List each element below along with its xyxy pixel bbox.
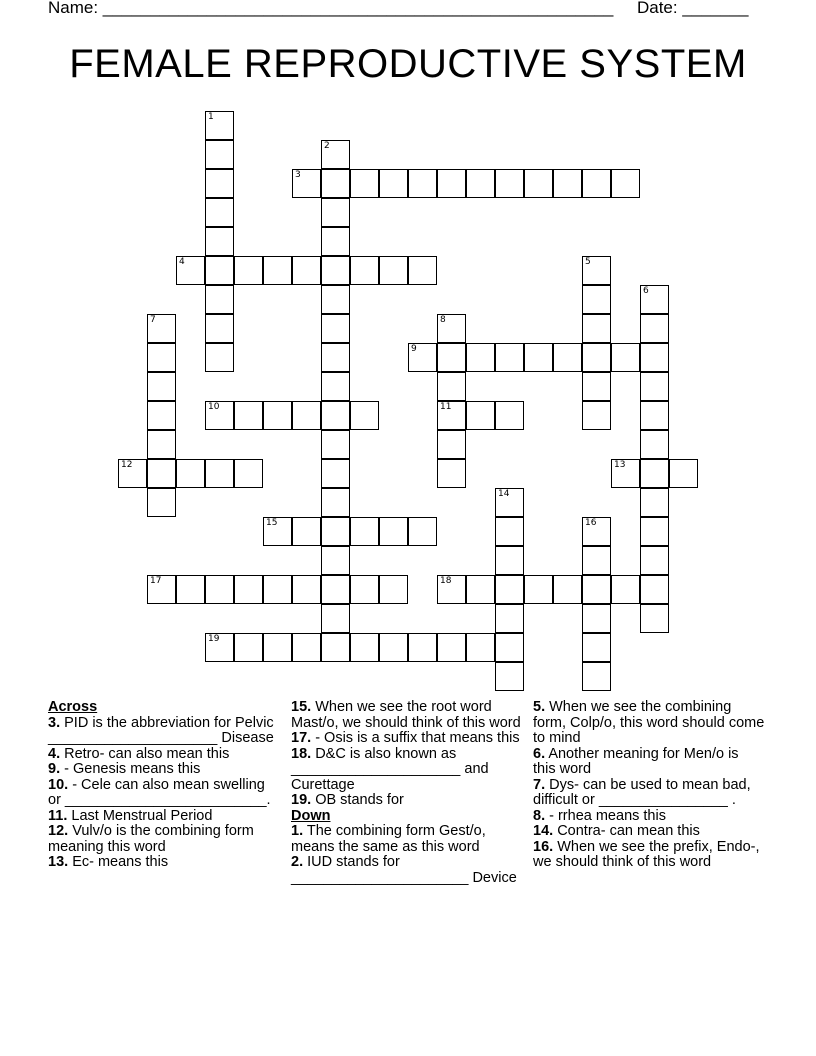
grid-cell[interactable] — [205, 169, 234, 198]
grid-cell[interactable] — [205, 343, 234, 372]
grid-cell[interactable] — [147, 430, 176, 459]
grid-cell[interactable] — [553, 575, 582, 604]
clue-number: 19 — [208, 634, 220, 644]
grid-cell[interactable] — [582, 372, 611, 401]
down-clue-list — [291, 824, 523, 886]
clue-item-number: 10. — [48, 776, 69, 793]
grid-cell[interactable] — [582, 256, 611, 285]
grid-cell[interactable] — [495, 401, 524, 430]
date-line: Date: _______ — [636, 0, 749, 17]
grid-cell[interactable] — [321, 401, 350, 430]
grid-cell[interactable] — [640, 372, 669, 401]
clue-number: 8 — [440, 315, 446, 325]
clue-item-text: Last Menstrual Period — [67, 807, 213, 824]
grid-cell[interactable] — [582, 314, 611, 343]
grid-cell[interactable] — [408, 633, 437, 662]
grid-cell[interactable] — [147, 575, 176, 604]
clue-number: 7 — [150, 315, 156, 325]
clue-item-number: 9. — [48, 761, 61, 777]
grid-cell[interactable] — [408, 517, 437, 546]
grid-cell[interactable] — [495, 546, 524, 575]
clue-item-text: When we see the root word Mast/o, we should think of this word — [291, 699, 521, 731]
grid-cell[interactable] — [582, 604, 611, 633]
grid-cell[interactable] — [524, 575, 553, 604]
grid-cell[interactable] — [321, 169, 350, 198]
grid-cell[interactable] — [350, 633, 379, 662]
grid-cell[interactable] — [495, 517, 524, 546]
clue-number: 11 — [440, 402, 452, 412]
clue-item-number: 13. — [48, 854, 69, 870]
name-line: Name: ______________________________________________________ — [48, 0, 614, 17]
grid-cell[interactable] — [437, 169, 466, 198]
grid-cell[interactable] — [234, 459, 263, 488]
clue-item — [533, 840, 765, 871]
grid-cell[interactable] — [582, 575, 611, 604]
grid-cell[interactable] — [147, 488, 176, 517]
clue-number: 6 — [643, 286, 649, 296]
across-clue-list-continued — [291, 700, 523, 809]
grid-cell[interactable] — [263, 633, 292, 662]
grid-cell[interactable] — [321, 517, 350, 546]
grid-cell[interactable] — [379, 169, 408, 198]
clue-item — [48, 762, 280, 778]
grid-cell[interactable] — [321, 459, 350, 488]
grid-cell[interactable] — [263, 517, 292, 546]
grid-cell[interactable] — [582, 285, 611, 314]
grid-cell[interactable] — [437, 633, 466, 662]
grid-cell[interactable] — [176, 575, 205, 604]
clue-number: 14 — [498, 489, 510, 499]
grid-cell[interactable] — [205, 633, 234, 662]
grid-cell[interactable] — [408, 169, 437, 198]
clue-item — [291, 855, 523, 886]
grid-cell[interactable] — [147, 372, 176, 401]
grid-cell[interactable] — [205, 198, 234, 227]
grid-cell[interactable] — [321, 140, 350, 169]
grid-cell[interactable] — [350, 256, 379, 285]
grid-cell[interactable] — [495, 488, 524, 517]
grid-cell[interactable] — [321, 575, 350, 604]
grid-cell[interactable] — [408, 256, 437, 285]
grid-cell[interactable] — [437, 401, 466, 430]
clue-item — [291, 700, 523, 731]
grid-cell[interactable] — [640, 285, 669, 314]
clue-column-1 — [48, 700, 280, 871]
grid-cell[interactable] — [524, 343, 553, 372]
grid-cell[interactable] — [466, 633, 495, 662]
grid-cell[interactable] — [495, 604, 524, 633]
clue-item-text: When we see the prefix, Endo-, we should think of this word — [533, 838, 760, 870]
clue-column-2 — [291, 700, 523, 886]
clue-number: 2 — [324, 141, 330, 151]
down-clue-list-continued — [533, 700, 765, 871]
clue-item — [533, 700, 765, 747]
clue-number: 15 — [266, 518, 278, 528]
clue-item-number: 8. — [533, 807, 546, 824]
clue-item-text: The combining form Gest/o, means the same as this word — [291, 823, 486, 855]
clue-number: 9 — [411, 344, 417, 354]
clue-item-text: IUD stands for ______________________ Device — [291, 854, 517, 886]
grid-cell[interactable] — [640, 343, 669, 372]
grid-cell[interactable] — [640, 430, 669, 459]
grid-cell[interactable] — [611, 343, 640, 372]
grid-cell[interactable] — [437, 372, 466, 401]
grid-cell[interactable] — [582, 546, 611, 575]
grid-cell[interactable] — [205, 401, 234, 430]
grid-cell[interactable] — [437, 314, 466, 343]
grid-cell[interactable] — [524, 169, 553, 198]
grid-cell[interactable] — [263, 256, 292, 285]
clue-item-text: Retro- can also mean this — [60, 745, 230, 762]
clue-item — [291, 747, 523, 794]
grid-cell[interactable] — [495, 662, 524, 691]
clue-item-text: D&C is also known as _____________________ and Curettage — [291, 745, 489, 793]
clue-item — [48, 809, 280, 825]
grid-cell[interactable] — [234, 401, 263, 430]
grid-cell[interactable] — [582, 343, 611, 372]
across-clue-list — [48, 716, 280, 871]
clue-item — [291, 793, 523, 809]
grid-cell[interactable] — [379, 633, 408, 662]
clue-number: 18 — [440, 576, 452, 586]
clue-number: 5 — [585, 257, 591, 267]
across-heading: Across — [48, 699, 98, 715]
clue-item — [48, 778, 280, 809]
grid-cell[interactable] — [205, 140, 234, 169]
clue-item-number: 14. — [533, 823, 554, 839]
grid-cell[interactable] — [205, 459, 234, 488]
grid-cell[interactable] — [582, 169, 611, 198]
page-title: FEMALE REPRODUCTIVE SYSTEM — [69, 42, 747, 86]
grid-cell[interactable] — [553, 343, 582, 372]
grid-cell[interactable] — [379, 575, 408, 604]
grid-cell[interactable] — [553, 169, 582, 198]
clue-item-text: PID is the abbreviation for Pelvic _____________________ Disease — [48, 714, 274, 746]
grid-cell[interactable] — [205, 285, 234, 314]
grid-cell[interactable] — [611, 169, 640, 198]
grid-cell[interactable] — [205, 314, 234, 343]
clue-item-text: - Osis is a suffix that means this — [311, 730, 520, 746]
clue-item-number: 18. — [291, 745, 312, 762]
clue-item-text: Ec- means this — [68, 854, 169, 870]
clue-item-text: Dys- can be used to mean bad, difficult or ________________ . — [533, 776, 751, 808]
clue-item-text: When we see the combining form, Colp/o, this word should come to mind — [533, 699, 765, 746]
clue-item — [48, 855, 280, 871]
grid-cell[interactable] — [321, 372, 350, 401]
grid-cell[interactable] — [205, 227, 234, 256]
grid-cell[interactable] — [350, 575, 379, 604]
grid-cell[interactable] — [408, 343, 437, 372]
clue-item — [533, 824, 765, 840]
grid-cell[interactable] — [321, 488, 350, 517]
grid-cell[interactable] — [292, 256, 321, 285]
grid-cell[interactable] — [176, 459, 205, 488]
grid-cell[interactable] — [263, 401, 292, 430]
clue-item-text: OB stands for — [311, 792, 404, 808]
clue-item-text: - Genesis means this — [60, 761, 201, 777]
grid-cell[interactable] — [669, 459, 698, 488]
clue-item-number: 12. — [48, 823, 69, 839]
grid-cell[interactable] — [205, 256, 234, 285]
grid-cell[interactable] — [582, 517, 611, 546]
clue-item-text: Another meaning for Men/o is this word — [533, 745, 739, 777]
grid-cell[interactable] — [234, 633, 263, 662]
grid-cell[interactable] — [640, 517, 669, 546]
grid-cell[interactable] — [379, 517, 408, 546]
grid-cell[interactable] — [640, 575, 669, 604]
grid-cell[interactable] — [495, 343, 524, 372]
grid-cell[interactable] — [640, 459, 669, 488]
grid-cell[interactable] — [350, 401, 379, 430]
grid-cell[interactable] — [321, 256, 350, 285]
grid-cell[interactable] — [176, 256, 205, 285]
grid-cell[interactable] — [611, 459, 640, 488]
clue-item-number: 16. — [533, 838, 554, 855]
clue-item — [291, 731, 523, 747]
grid-cell[interactable] — [611, 575, 640, 604]
grid-cell[interactable] — [292, 169, 321, 198]
grid-cell[interactable] — [321, 314, 350, 343]
clue-item-number: 15. — [291, 699, 312, 715]
grid-cell[interactable] — [437, 459, 466, 488]
clue-number: 10 — [208, 402, 220, 412]
grid-cell[interactable] — [466, 401, 495, 430]
clue-item-text: Vulv/o is the combining form meaning this word — [48, 823, 254, 855]
clue-number: 3 — [295, 170, 301, 180]
grid-cell[interactable] — [379, 256, 408, 285]
grid-cell[interactable] — [321, 227, 350, 256]
grid-cell[interactable] — [640, 488, 669, 517]
grid-cell[interactable] — [321, 430, 350, 459]
grid-cell[interactable] — [118, 459, 147, 488]
grid-cell[interactable] — [495, 575, 524, 604]
clue-column-3 — [533, 700, 765, 871]
clue-item-number: 6. — [533, 745, 546, 762]
grid-cell[interactable] — [234, 256, 263, 285]
grid-cell[interactable] — [640, 604, 669, 633]
grid-cell[interactable] — [350, 169, 379, 198]
clue-item — [48, 747, 280, 763]
clue-item-number: 2. — [291, 854, 304, 870]
clue-item-number: 17. — [291, 730, 312, 746]
clue-item-number: 4. — [48, 745, 61, 762]
clue-number: 13 — [614, 460, 626, 470]
clue-item-number: 19. — [291, 792, 312, 808]
clue-item-text: Contra- can mean this — [553, 823, 700, 839]
grid-cell[interactable] — [263, 575, 292, 604]
clue-number: 17 — [150, 576, 162, 586]
grid-cell[interactable] — [582, 633, 611, 662]
grid-cell[interactable] — [437, 575, 466, 604]
grid-cell[interactable] — [234, 575, 263, 604]
grid-cell[interactable] — [466, 575, 495, 604]
grid-cell[interactable] — [321, 285, 350, 314]
grid-cell[interactable] — [495, 633, 524, 662]
grid-cell[interactable] — [292, 633, 321, 662]
clue-item-text: - Cele can also mean swelling or _________________________. — [48, 776, 271, 808]
grid-cell[interactable] — [147, 343, 176, 372]
clue-item — [533, 778, 765, 809]
grid-cell[interactable] — [205, 111, 234, 140]
grid-cell[interactable] — [292, 401, 321, 430]
clue-item-number: 7. — [533, 776, 546, 793]
down-heading: Down — [291, 807, 331, 824]
grid-cell[interactable] — [437, 430, 466, 459]
clue-item-number: 5. — [533, 699, 546, 715]
clue-item-number: 3. — [48, 714, 61, 731]
clue-number: 12 — [121, 460, 133, 470]
grid-cell[interactable] — [640, 401, 669, 430]
grid-cell[interactable] — [321, 198, 350, 227]
grid-cell[interactable] — [292, 517, 321, 546]
grid-cell[interactable] — [582, 401, 611, 430]
grid-cell[interactable] — [640, 546, 669, 575]
grid-cell[interactable] — [147, 459, 176, 488]
clue-item — [48, 824, 280, 855]
clue-item — [533, 747, 765, 778]
grid-cell[interactable] — [321, 633, 350, 662]
grid-cell[interactable] — [321, 604, 350, 633]
clue-item — [533, 809, 765, 825]
clue-number: 4 — [179, 257, 185, 267]
grid-cell[interactable] — [466, 169, 495, 198]
clue-item-number: 11. — [48, 807, 68, 824]
clue-item — [48, 716, 280, 747]
clue-item-number: 1. — [291, 823, 304, 839]
grid-cell[interactable] — [640, 314, 669, 343]
grid-cell[interactable] — [437, 343, 466, 372]
grid-cell[interactable] — [147, 314, 176, 343]
grid-cell[interactable] — [350, 517, 379, 546]
clue-item-text: - rrhea means this — [545, 807, 666, 824]
grid-cell[interactable] — [321, 546, 350, 575]
grid-cell[interactable] — [292, 575, 321, 604]
grid-cell[interactable] — [321, 343, 350, 372]
clue-number: 1 — [208, 112, 214, 122]
grid-cell[interactable] — [205, 575, 234, 604]
clue-item — [291, 824, 523, 855]
grid-cell[interactable] — [495, 169, 524, 198]
grid-cell[interactable] — [466, 343, 495, 372]
grid-cell[interactable] — [147, 401, 176, 430]
grid-cell[interactable] — [582, 662, 611, 691]
clue-number: 16 — [585, 518, 597, 528]
